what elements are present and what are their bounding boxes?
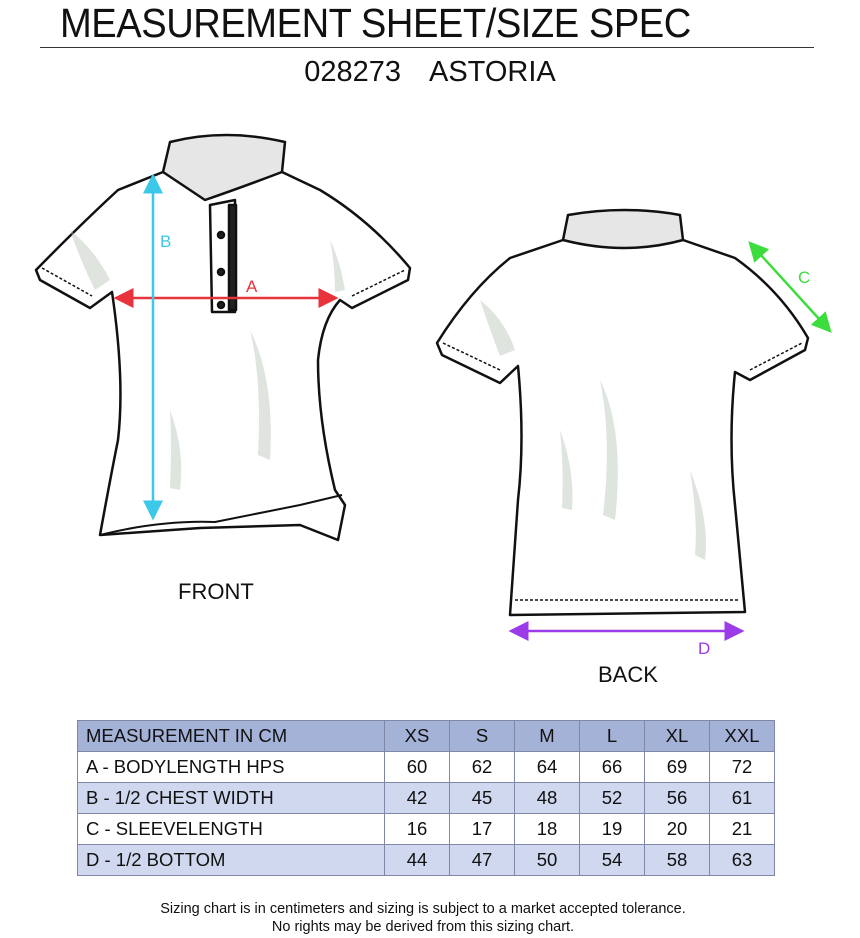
back-collar [563,210,683,248]
table-cell: 42 [385,783,450,814]
table-cell: 58 [645,845,710,876]
measure-b-letter: B [160,232,172,251]
front-view-label: FRONT [178,579,254,604]
button-2 [218,269,224,275]
row-label: D - 1/2 BOTTOM [78,845,385,876]
table-cell: 66 [580,752,645,783]
table-cell: 45 [450,783,515,814]
header-size-xs: XS [385,721,450,752]
button-3 [218,302,224,308]
table-cell: 21 [710,814,775,845]
header-size-xxl: XXL [710,721,775,752]
table-cell: 44 [385,845,450,876]
product-name: ASTORIA [429,56,556,88]
measure-d [511,631,742,658]
table-cell: 54 [580,845,645,876]
table-cell: 48 [515,783,580,814]
measure-d-letter: D [698,639,711,658]
table-row [78,783,775,814]
disclaimer-line-2: No rights may be derived from this sizing chart. [271,919,575,935]
back-shirt-drawing [437,210,811,615]
table-cell: 17 [450,814,515,845]
header-size-m: M [515,721,580,752]
table-cell: 50 [515,845,580,876]
table-cell: 52 [580,783,645,814]
table-cell: 16 [385,814,450,845]
table-cell: 64 [515,752,580,783]
table-cell: 61 [710,783,775,814]
table-cell: 62 [450,752,515,783]
button-1 [218,232,224,238]
placket-dark-strip [229,205,236,310]
table-cell: 20 [645,814,710,845]
table-cell: 63 [710,845,775,876]
disclaimer-line-1: Sizing chart is in centimeters and sizing is subject to a market accepted tolerance. [160,901,686,917]
row-label: B - 1/2 CHEST WIDTH [78,783,385,814]
table-row [78,752,775,783]
table-row [78,814,775,845]
front-shirt-drawing [36,135,410,540]
measure-a-letter: A [246,277,258,296]
table-cell: 72 [710,752,775,783]
table-row [78,845,775,876]
table-cell: 56 [645,783,710,814]
table-cell: 18 [515,814,580,845]
measure-c-letter: C [798,268,811,287]
page-title: MEASUREMENT SHEET/SIZE SPEC [60,0,691,46]
row-label: A - BODYLENGTH HPS [78,752,385,783]
table-cell: 60 [385,752,450,783]
header-size-s: S [450,721,515,752]
header-measurement: MEASUREMENT IN CM [78,721,385,752]
table-cell: 19 [580,814,645,845]
article-number: 028273 [304,56,401,88]
table-header-row [78,721,775,752]
back-view-label: BACK [598,662,658,687]
back-body-outline [437,232,811,615]
row-label: C - SLEEVELENGTH [78,814,385,845]
table-cell: 69 [645,752,710,783]
header-size-l: L [580,721,645,752]
table-cell: 47 [450,845,515,876]
header-size-xl: XL [645,721,710,752]
size-spec-table [77,720,775,876]
